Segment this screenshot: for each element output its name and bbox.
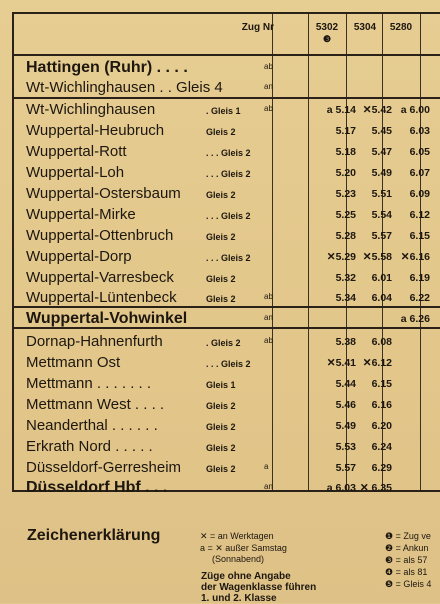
platform-label: . . . Gleis 2 [206,253,251,263]
station-name: Hattingen (Ruhr) . . . . [26,59,188,76]
table-row [14,309,440,330]
departure-time: ✕6.12 [362,357,392,369]
platform-label: . . . Gleis 2 [206,211,251,221]
station-name: Düsseldorf-Gerresheim [26,459,182,476]
arrival-departure-mark: ab [264,104,273,113]
station-name: Wuppertal-Varresbeck [26,269,174,286]
station-name: Wuppertal-Vohwinkel [26,310,188,327]
departure-time: a 6.03 [326,482,356,494]
departure-time: 6.29 [371,462,392,474]
table-row [14,78,440,99]
table-row [14,374,440,395]
departure-time: ✕6.16 [400,251,430,263]
departure-time: 5.25 [335,209,356,221]
platform-label: Gleis 2 [206,443,236,453]
table-row [14,332,440,353]
departure-time: 6.08 [371,336,392,348]
departure-time: 5.51 [371,188,392,200]
class-note [201,571,316,604]
table-row [14,184,440,205]
table-header [14,14,440,54]
table-row [14,100,440,121]
train-number: 5280 [389,22,413,33]
station-name: Wt-Wichlinghausen [26,101,156,118]
train-number: 5304 [353,22,377,33]
train-number: 5302 [315,22,339,33]
departure-time: ✕5.29 [326,251,356,263]
departure-time: 6.01 [371,272,392,284]
header-rule [14,54,440,56]
departure-time: ✕5.58 [362,251,392,263]
legend-line: (Sonnabend) [212,554,265,564]
table-row [14,395,440,416]
table-row [14,205,440,226]
station-name: Wuppertal-Mirke [26,206,136,223]
station-name: Wuppertal-Lüntenbeck [26,289,177,306]
table-row [14,478,440,499]
departure-time: 6.16 [371,399,392,411]
departure-time: a 5.14 [326,104,356,116]
legend-title: Zeichenerklärung [27,527,161,544]
station-name: Wuppertal-Heubruch [26,122,165,139]
departure-time: 6.15 [409,230,430,242]
timetable [12,12,440,496]
station-name: Wt-Wichlinghausen . . Gleis 4 [26,79,223,96]
departure-time: 6.03 [409,125,430,137]
departure-time: 5.17 [335,125,356,137]
station-name: Wuppertal-Dorp [26,248,132,265]
legend-line: a = ✕ außer Samstag [200,543,287,553]
platform-label: . . . Gleis 2 [206,148,251,158]
platform-label: Gleis 2 [206,464,236,474]
table-row [14,416,440,437]
departure-time: a 6.26 [400,313,430,325]
departure-time: 5.34 [335,292,356,304]
departure-time: 6.22 [409,292,430,304]
platform-label: Gleis 1 [206,380,236,390]
departure-time: 6.12 [409,209,430,221]
table-row [14,121,440,142]
departure-time: 5.44 [335,378,356,390]
legend-line: ❸ = als 57 [385,555,428,565]
departure-time: 5.54 [371,209,392,221]
departure-time: 5.28 [335,230,356,242]
departure-time: 5.23 [335,188,356,200]
platform-label: Gleis 2 [206,401,236,411]
station-name: Mettmann West . . . . [26,396,165,413]
departure-time: 6.05 [409,146,430,158]
table-row [14,268,440,289]
station-name: Dornap-Hahnenfurth [26,333,163,350]
legend-line: ❷ = Ankun [385,543,429,553]
station-name: Wuppertal-Loh [26,164,125,181]
arrival-departure-mark: ab [264,62,273,71]
station-name: Wuppertal-Rott [26,143,127,160]
table-row [14,247,440,268]
station-name: Wuppertal-Ottenbruch [26,227,174,244]
departure-time: ✕5.42 [362,104,392,116]
table-row [14,58,440,79]
departure-time: 5.18 [335,146,356,158]
platform-label: . Gleis 1 [206,106,241,116]
platform-label: Gleis 2 [206,190,236,200]
note-line: 1. und 2. Klasse [201,593,277,604]
station-name: Mettmann Ost [26,354,121,371]
platform-label: Gleis 2 [206,422,236,432]
train-symbol-icon: ❸ [322,34,332,44]
legend-line: ✕ = an Werktagen [200,531,274,541]
departure-time: 5.49 [371,167,392,179]
arrival-departure-mark: ab [264,336,273,345]
departure-time: 6.15 [371,378,392,390]
departure-time: ✕ 6.35 [359,482,392,494]
table-row [14,142,440,163]
station-name: Erkrath Nord . . . . . [26,438,153,455]
note-line: Züge ohne Angabe [201,571,291,582]
station-name: Mettmann . . . . . . . [26,375,152,392]
arrival-departure-mark: ab [264,292,273,301]
arrival-departure-mark: a [264,462,269,471]
station-name: Wuppertal-Ostersbaum [26,185,181,202]
note-line: der Wagenklasse führen [201,582,317,593]
legend-line: ❺ = Gleis 4 [385,579,432,589]
station-name: Düsseldorf Hbf . . . [26,479,168,496]
platform-label: . . . Gleis 2 [206,359,251,369]
zug-label: Zug Nr [241,22,274,33]
arrival-departure-mark: an [264,482,273,491]
table-row [14,437,440,458]
table-row [14,226,440,247]
table-row [14,288,440,309]
platform-label: . . . Gleis 2 [206,169,251,179]
departure-time: 5.53 [335,441,356,453]
departure-time: 5.49 [335,420,356,432]
departure-time: 6.07 [409,167,430,179]
platform-label: . Gleis 2 [206,338,241,348]
platform-label: Gleis 2 [206,127,236,137]
station-name: Neanderthal . . . . . . [26,417,158,434]
platform-label: Gleis 2 [206,294,236,304]
departure-time: 5.47 [371,146,392,158]
departure-time: 5.57 [371,230,392,242]
legend-line: ❶ = Zug ve [385,531,431,541]
table-row [14,163,440,184]
platform-label: Gleis 2 [206,274,236,284]
platform-label: Gleis 2 [206,232,236,242]
legend-line: ❹ = als 81 [385,567,428,577]
departure-time: 6.20 [371,420,392,432]
departure-time: 5.20 [335,167,356,179]
departure-time: 6.09 [409,188,430,200]
arrival-departure-mark: an [264,82,273,91]
table-row [14,458,440,479]
departure-time: 5.57 [335,462,356,474]
departure-time: 6.24 [371,441,392,453]
departure-time: 5.46 [335,399,356,411]
departure-time: 5.38 [335,336,356,348]
departure-time: ✕5.41 [326,357,356,369]
departure-time: 6.19 [409,272,430,284]
table-row [14,353,440,374]
departure-time: a 6.00 [400,104,430,116]
departure-time: 5.45 [371,125,392,137]
arrival-departure-mark: an [264,313,273,322]
departure-time: 6.04 [371,292,392,304]
departure-time: 5.32 [335,272,356,284]
